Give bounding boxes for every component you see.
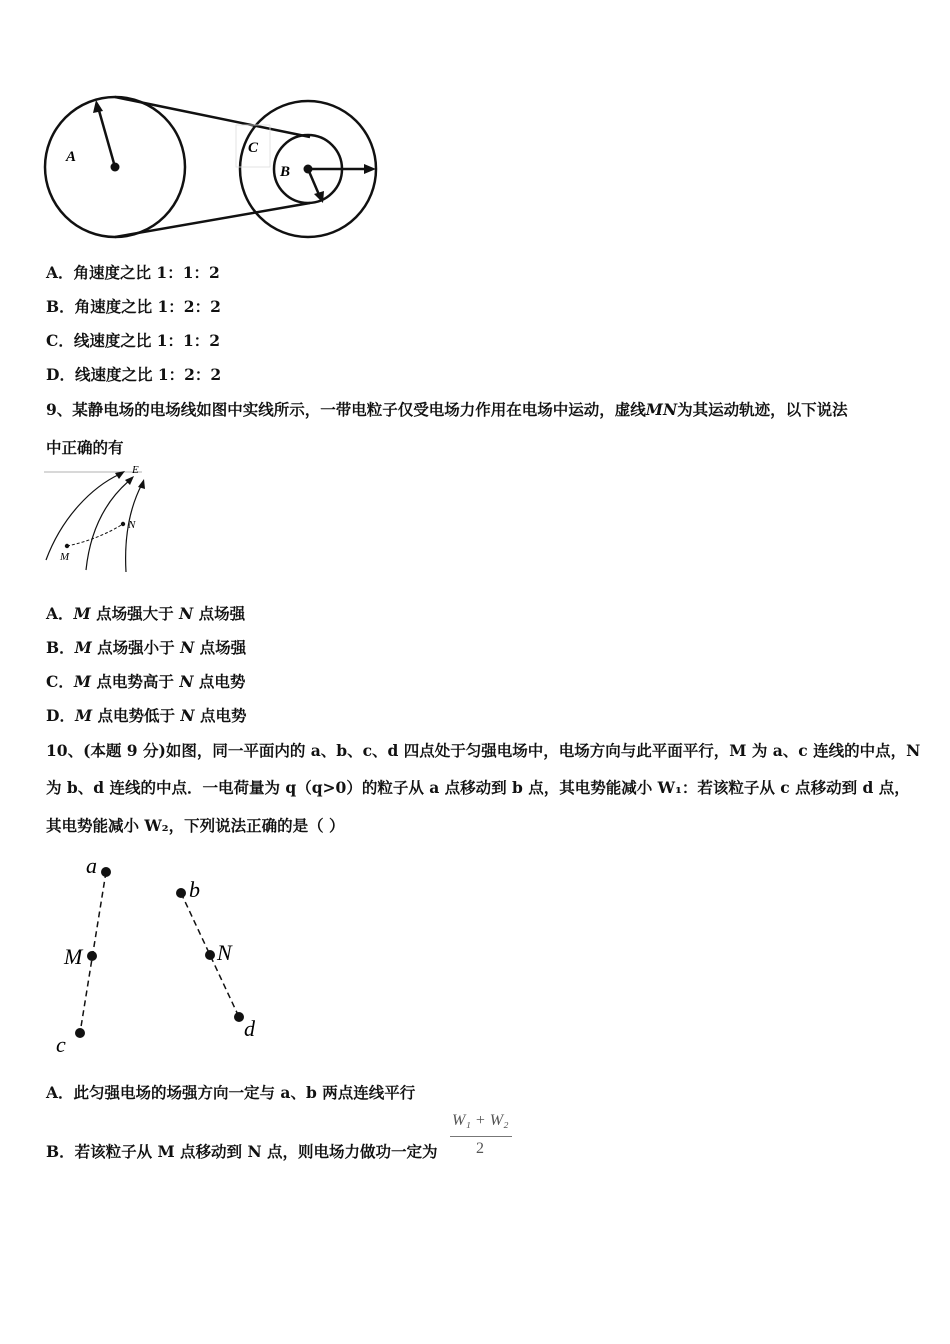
point-c (75, 1028, 85, 1038)
q8-option-b: B．角速度之比 1：2：2 (46, 297, 221, 316)
fraction-bar (450, 1136, 512, 1137)
q10-stem-line2: 为 b、d 连线的中点．一电荷量为 q（q>0）的粒子从 a 点移动到 b 点，其电势能减小 W₁：若该粒子从 c 点移动到 d 点， (46, 778, 910, 797)
point-n (121, 522, 125, 526)
q9-option-b: B．M 点场强小于 N 点场强 (46, 638, 247, 657)
fraction-denominator: 2 (476, 1140, 484, 1157)
arrow-head-a (93, 100, 103, 113)
label-n: N (217, 940, 232, 965)
label-d: d (244, 1016, 255, 1041)
label-m: M (64, 944, 83, 969)
arrow-head-c (364, 164, 376, 174)
label-m: M (60, 551, 70, 563)
label-a: A (66, 149, 77, 165)
point-d (234, 1012, 244, 1022)
q8-option-c: C．线速度之比 1：1：2 (46, 331, 221, 350)
q8-option-a: A．角速度之比 1：1：2 (46, 263, 220, 282)
q10-option-b: B．若该粒子从 M 点移动到 N 点，则电场力做功一定为 (46, 1142, 438, 1161)
label-b: b (189, 877, 200, 902)
point-m (65, 544, 69, 548)
label-a: a (86, 853, 97, 878)
field-arrow-3 (138, 479, 145, 489)
field-line-figure (42, 462, 157, 574)
belt-top (115, 97, 310, 137)
label-c: C (248, 140, 259, 156)
radius-a (98, 107, 115, 167)
point-n (205, 950, 215, 960)
trajectory-mn (67, 524, 123, 546)
q10-option-a: A．此匀强电场的场强方向一定与 a、b 两点连线平行 (46, 1083, 416, 1102)
q9-option-d: D．M 点电势低于 N 点电势 (46, 706, 247, 725)
label-b: B (280, 164, 291, 180)
pulley-figure (40, 95, 385, 245)
fraction-numerator: W₁ + W₂ (452, 1112, 509, 1129)
q9-option-c: C．M 点电势高于 N 点电势 (46, 672, 246, 691)
q10-stem-line3: 其电势能减小 W₂，下列说法正确的是（ ） (46, 816, 345, 835)
q10-stem-line1: 10、(本题 9 分)如图，同一平面内的 a、b、c、d 四点处于匀强电场中，电场方向与此平面平行，M 为 a、c 连线的中点，N (46, 741, 921, 760)
point-m (87, 951, 97, 961)
points-figure (46, 850, 276, 1060)
q9-stem-line2: 中正确的有 (46, 438, 124, 457)
q8-option-d: D．线速度之比 1：2：2 (46, 365, 222, 384)
point-a (101, 867, 111, 877)
label-n: N (128, 519, 136, 531)
field-line-1 (46, 474, 120, 560)
label-c: c (56, 1032, 66, 1057)
fraction (448, 1112, 514, 1164)
q9-stem-line1: 9、某静电场的电场线如图中实线所示，一带电粒子仅受电场力作用在电场中运动，虚线MN为其运动轨迹，以下说法 (46, 400, 848, 419)
q9-option-a: A．M 点场强大于 N 点场强 (46, 604, 246, 623)
point-b (176, 888, 186, 898)
label-e: E (132, 464, 139, 476)
